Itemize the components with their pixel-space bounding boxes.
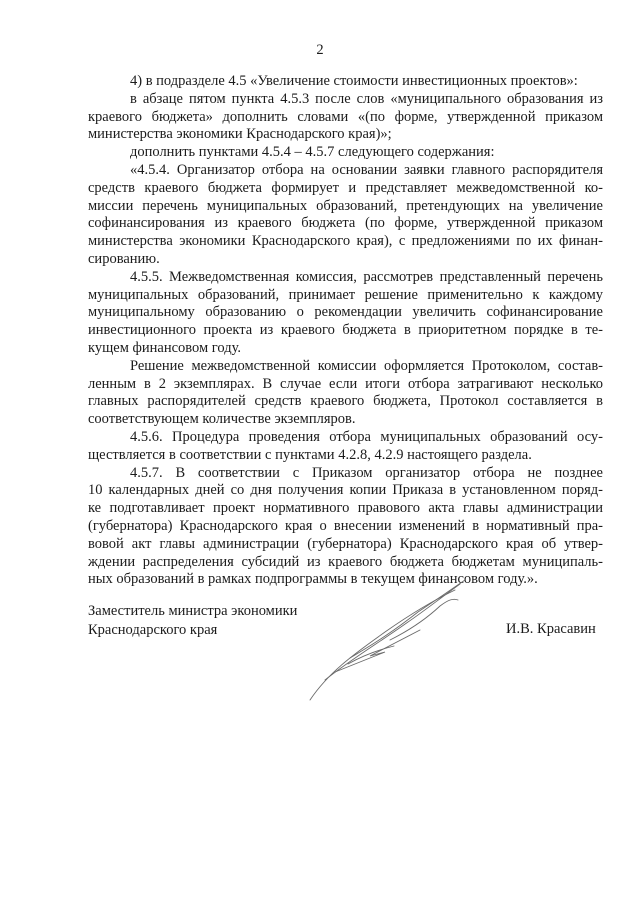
- signatory-title: [88, 602, 297, 640]
- signatory-name: И.В. Красавин: [506, 621, 596, 637]
- text-line: софинансирования из краевого бюджета (по форме, утвержденной приказом: [88, 215, 603, 232]
- text-line: 4) в подразделе 4.5 «Увеличение стоимости инвестиционных проектов»:: [130, 73, 578, 89]
- text-line: муниципальных образований, принимает решение применительно к каждому: [88, 286, 603, 303]
- handwritten-signature: [290, 560, 490, 710]
- signatory-title-line-2: Краснодарского края: [88, 622, 218, 638]
- text-line: ществляется в соответствии с пунктами 4.2.8, 4.2.9 настоящего раздела.: [88, 446, 532, 463]
- text-line: дополнить пунктами 4.5.4 – 4.5.7 следующего содержания:: [130, 144, 495, 161]
- signatory-title-line-1: Заместитель министра экономики: [88, 603, 298, 619]
- text-line: ленным в 2 экземплярах. В случае если итоги отбора затрагивают несколько: [88, 375, 603, 392]
- text-line: Решение межведомственной комиссии оформляется Протоколом, состав-: [130, 357, 603, 374]
- text-line: муниципальному образованию о рекомендации увеличить софинансирование: [88, 304, 603, 321]
- text-line: кущем финансовом году.: [88, 339, 242, 356]
- text-line: 10 календарных дней со дня получения копии Приказа в установленном поряд-: [88, 482, 603, 499]
- text-line: 4.5.6. Процедура проведения отбора муниципальных образований осу-: [130, 428, 603, 445]
- text-line: краевого бюджета» дополнить словами «(по форме, утвержденной приказом: [88, 108, 603, 125]
- text-line: министерства экономики Краснодарского края), с предложениями по их финан-: [88, 233, 603, 250]
- text-line: миссии перечень муниципальных образований, претендующих на увеличение: [88, 197, 603, 214]
- text-line: сированию.: [88, 250, 160, 267]
- text-line: главных распорядителей средств краевого бюджета, Протокол составляется в: [88, 393, 603, 410]
- text-line: средств краевого бюджета формирует и представляет межведомственной ко-: [88, 179, 603, 196]
- text-line: (губернатора) Краснодарского края о внесении изменений в нормативный пра-: [88, 517, 603, 534]
- document-body: [88, 73, 603, 589]
- text-line: вовой акт главы администрации (губернатора) Краснодарского края об утвер-: [88, 535, 603, 552]
- page-number: 2: [316, 42, 324, 58]
- text-line: ждении распределения субсидий из краевого бюджета бюджетам муниципаль-: [88, 553, 603, 570]
- text-line: министерства экономики Краснодарского края)»;: [88, 126, 392, 143]
- text-line: ных образований в рамках подпрограммы в текущем финансовом году.».: [88, 571, 538, 588]
- text-line: «4.5.4. Организатор отбора на основании заявки главного распорядителя: [130, 161, 603, 178]
- text-line: 4.5.7. В соответствии с Приказом организатор отбора не позднее: [130, 464, 603, 481]
- text-line: ке подготавливает проект нормативного правового акта главы администрации: [88, 500, 603, 517]
- text-line: в абзаце пятом пункта 4.5.3 после слов «муниципального образования из: [130, 90, 603, 107]
- text-line: соответствующем количестве экземпляров.: [88, 411, 356, 428]
- text-line: инвестиционного проекта из краевого бюджета в приоритетном порядке в те-: [88, 322, 603, 339]
- text-line: 4.5.5. Межведомственная комиссия, рассмотрев представленный перечень: [130, 268, 603, 285]
